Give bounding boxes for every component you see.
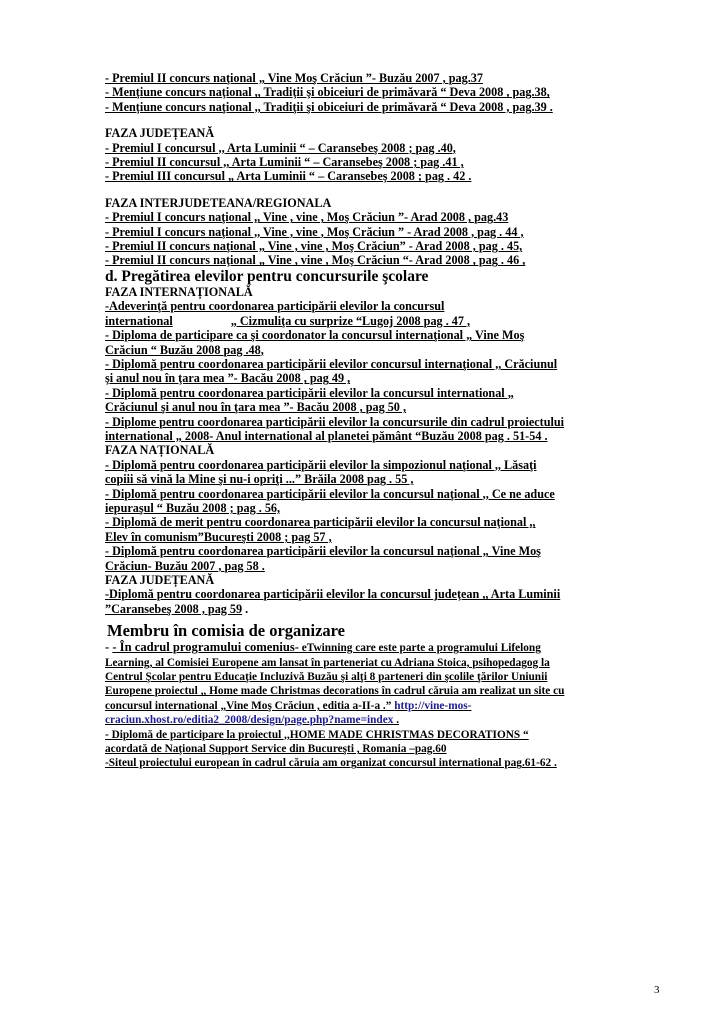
list-item: - Diplome pentru coordonarea participării elevilor la concursurile din cadrul proiectului	[105, 414, 565, 429]
list-item: Crăciunul şi anul nou în ţara mea ”- Bacău 2008 , pag 50 ,	[105, 400, 406, 415]
list-item: Learning, al Comisiei Europene am lansat în parteneriat cu Adriana Stoica, psihopedagog la	[105, 656, 550, 669]
list-item: - Premiul III concursul „ Arta Luminii “ – Caransebeş 2008 ; pag . 42 .	[105, 169, 472, 184]
list-item	[105, 602, 675, 616]
list-item: -Diplomă pentru coordonarea participării elevilor la concursul judeţean ,, Arta Luminii	[105, 587, 561, 602]
section-heading: FAZA INTERNAȚIONALĂ	[105, 284, 253, 299]
list-item: Europene proiectul ,, Home made Christmas decorations în cadrul căruia am realizat un site cu	[105, 685, 565, 698]
list-item-part: international	[105, 313, 173, 328]
list-item: - Premiul I concurs naţional ,, Vine , vine , Moş Crăciun ”- Arad 2008 , pag.43	[105, 210, 509, 225]
list-item: - Diploma de participare ca şi coordonator la concursul internaţional „ Vine Moş	[105, 328, 525, 343]
page-number: 3	[654, 984, 660, 996]
list-item: - Mențiune concurs naţional ,, Tradiţii şi obiceiuri de primăvară “ Deva 2008 , pag.39 .	[105, 99, 553, 114]
list-item: - Diplomă pentru coordonarea participării elevilor concursul internaţional ,, Crăciunul	[105, 356, 558, 371]
list-item-part: - În cadrul programului comenius-	[112, 640, 299, 655]
list-item: - Premiul I concursul ,, Arta Luminii “ – Caransebeş 2008 ; pag .40,	[105, 140, 456, 155]
list-item: Crăciun- Buzău 2007 , pag 58 .	[105, 558, 265, 573]
list-item: Elev în comunism”Bucureşti 2008 ; pag 57 ,	[105, 529, 332, 544]
list-item: - Premiul II concurs naţional „ Vine , vine , Moş Crăciun “- Arad 2008 , pag . 46 ,	[105, 253, 526, 268]
document-content	[105, 71, 675, 771]
list-item	[105, 314, 675, 328]
list-item	[105, 713, 675, 727]
list-item: - Premiul II concurs naţional „ Vine , vine , Moş Crăciun” - Arad 2008 , pag . 45,	[105, 239, 523, 254]
site-link[interactable]: http://vine-mos-	[394, 699, 472, 712]
list-item: copiii să vină la Mine şi nu-i opriţi ...” Brăila 2008 pag . 55 ,	[105, 472, 414, 487]
list-item: - Diplomă pentru coordonarea participării elevilor la concursul international „	[105, 385, 514, 400]
list-item: - Diplomă pentru coordonarea participării elevilor la concursul naţional „ Vine Moş	[105, 544, 541, 559]
list-item: - Diplomă pentru coordonarea participării elevilor la simpozionul naţional ,, Lăsaţi	[105, 457, 537, 472]
list-item: şi anul nou în ţara mea ”- Bacău 2008 , pag 49 ,	[105, 371, 351, 386]
site-link[interactable]: craciun.xhost.ro/editia2_2008/design/page.php?name=index	[105, 714, 394, 727]
list-item-part: „ Cizmuliţa cu surprize “Lugoj 2008 pag . 47 ,	[230, 313, 471, 328]
list-item: - Diplomă de participare la proiectul ,,HOME MADE CHRISTMAS DECORATIONS “	[105, 728, 529, 741]
section-title: d. Pregătirea elevilor pentru concursurile şcolare	[105, 267, 429, 285]
list-item: -Siteul proiectului european în cadrul căruia am organizat concursul international pag.61-62 .	[105, 757, 557, 770]
list-item: acordată de Naţional Support Service din Bucureşti , Romania –pag.60	[105, 743, 447, 756]
list-item: Centrul Şcolar pentru Educaţie Incluzivă Buzău şi alţi 8 parteneri din şcolile ţărilor Uniunii	[105, 671, 548, 684]
list-item-part: eTwinning care este parte a programului Lifelong	[298, 642, 541, 655]
list-item: - Diplomă de merit pentru coordonarea participării elevilor la concursul naţional ,,	[105, 515, 536, 530]
list-item-part: .	[393, 714, 400, 727]
list-item: - Premiul II concurs naţional „ Vine Moş Crăciun ”- Buzău 2007 , pag.37	[105, 71, 483, 85]
list-item: Crăciun “ Buzău 2008 pag .48,	[105, 342, 264, 357]
list-item	[105, 640, 675, 655]
section-heading: FAZA INTERJUDETEANA/REGIONALA	[105, 195, 332, 210]
list-item-part: .	[242, 601, 249, 616]
section-heading: FAZA JUDEȚEANĂ	[105, 573, 215, 587]
section-title: Membru în comisia de organizare	[107, 621, 345, 641]
list-item: - Premiul II concursul ,, Arta Luminii “ – Caransebeş 2008 ; pag .41 ,	[105, 155, 464, 170]
list-item: - Premiul I concurs naţional ,, Vine , vine , Moş Crăciun ” - Arad 2008 , pag . 44 ,	[105, 224, 524, 239]
list-item: iepuraşul “ Buzău 2008 ; pag . 56,	[105, 500, 281, 515]
list-item-part: -	[105, 640, 113, 655]
section-heading: FAZA JUDEȚEANĂ	[105, 126, 215, 141]
list-item: international „ 2008- Anul international al planetei pământ “Buzău 2008 pag . 51-54 .	[105, 428, 548, 443]
list-item: - Diplomă pentru coordonarea participării elevilor la concursul naţional ,, Ce ne aduce	[105, 486, 555, 501]
section-heading: FAZA NAȚIONALĂ	[105, 443, 215, 458]
list-item-part: concursul international „Vine Moş Crăciun , editia a-II-a .”	[105, 699, 395, 712]
list-item: - Mențiune concurs naţional ,, Tradiţii şi obiceiuri de primăvară “ Deva 2008 , pag.38,	[105, 85, 550, 100]
list-item	[105, 699, 675, 713]
list-item: -Adeverinţă pentru coordonarea participării elevilor la concursul	[105, 299, 445, 314]
list-item-part: ”Caransebeş 2008 , pag 59	[105, 601, 243, 616]
